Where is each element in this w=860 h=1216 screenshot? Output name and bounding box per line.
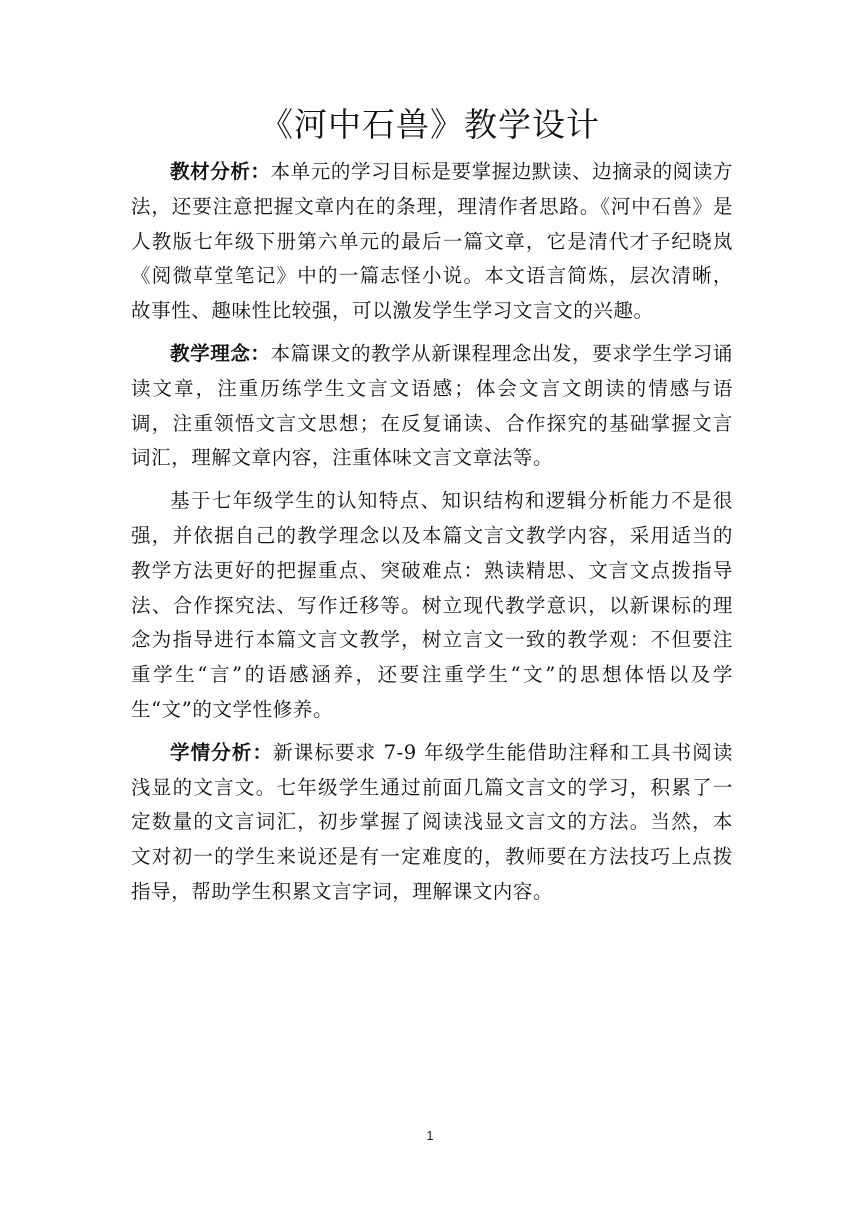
paragraph-heading: 教材分析： — [170, 160, 271, 183]
paragraph-text: 本单元的学习目标是要掌握边默读、边摘录的阅读方法，还要注意把握文章内在的条理，理清作者思路。《河中石兽》是人教版七年级下册第六单元的最后一篇文章，它是清代才子纪晓岚《阅微草堂笔记》中的一篇志怪小说。本文语言简炼，层次清晰，故事性、趣味性比较强，可以激发学生学习文言文的兴趣。 — [131, 160, 733, 323]
paragraph-student-analysis — [131, 736, 733, 910]
page-number: 1 — [426, 1128, 434, 1143]
document-title: 《河中石兽》教学设计 — [260, 105, 600, 144]
paragraph-teaching-philosophy — [131, 337, 733, 476]
paragraph-text: 新课标要求 7-9 年级学生能借助注释和工具书阅读浅显的文言文。七年级学生通过前面几篇文言文的学习，积累了一定数量的文言词汇，初步掌握了阅读浅显文言文的方法。当然，本文对初一的学生来说还是有一定难度的，教师要在方法技巧上点拨指导，帮助学生积累文言字词，理解课文内容。 — [131, 740, 733, 903]
document-body — [131, 155, 733, 918]
paragraph-heading: 学情分析： — [170, 740, 274, 764]
paragraph-text: 本篇课文的教学从新课程理念出发，要求学生学习诵读文章，注重历练学生文言文语感；体会文言文朗读的情感与语调，注重领悟文言文思想；在反复诵读、合作探究的基础掌握文言词汇，理解文章内容，注重体味文言文章法等。 — [131, 341, 733, 470]
paragraph-textbook-analysis — [131, 155, 733, 329]
paragraph-teaching-methods — [131, 484, 733, 728]
paragraph-text: 基于七年级学生的认知特点、知识结构和逻辑分析能力不是很强，并依据自己的教学理念以及本篇文言文教学内容，采用适当的教学方法更好的把握重点、突破难点：熟读精思、文言文点拨指导法、合作探究法、写作迁移等。树立现代教学意识，以新课标的理念为指导进行本篇文言文教学，树立言文一致的教学观：不但要注重学生“言”的语感涵养，还要注重学生“文”的思想体悟以及学生“文”的文学性修养。 — [131, 489, 733, 721]
paragraph-heading: 教学理念： — [170, 341, 271, 365]
